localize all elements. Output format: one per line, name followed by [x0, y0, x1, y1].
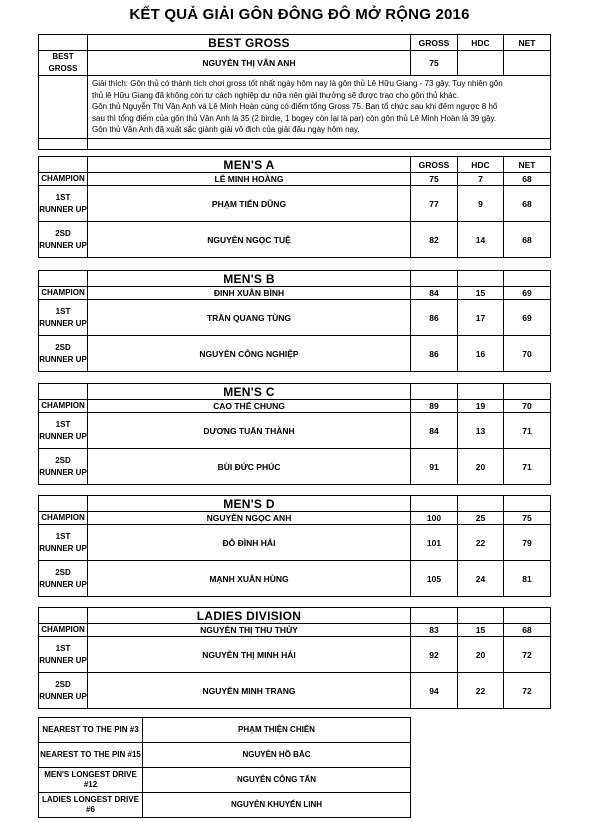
gross-value: 75	[411, 173, 458, 186]
player-name: MẠNH XUÂN HÙNG	[88, 561, 411, 597]
note-line: Giải thích: Gôn thủ có thành tích chơi gross tốt nhất ngày hôm nay là gôn thủ Lê Hữu Giang - 73 gậy. Tuy nhiên gôn	[92, 79, 503, 88]
player-name: NGUYỄN NGỌC TUỆ	[88, 222, 411, 258]
award-label: NEAREST TO THE PIN #3	[39, 718, 143, 743]
gross-value: 86	[411, 336, 458, 372]
row-label: 2SD RUNNER UP	[39, 336, 88, 372]
division-table	[38, 607, 551, 709]
player-name: LÊ MINH HOÀNG	[88, 173, 411, 186]
gross-value: 82	[411, 222, 458, 258]
row-label: CHAMPION	[39, 624, 88, 637]
division-table	[38, 383, 551, 485]
player-name: ĐINH XUÂN BÌNH	[88, 287, 411, 300]
hdc-value: 24	[458, 561, 504, 597]
division-title: MEN'S C	[88, 384, 411, 400]
col-hdc: HDC	[458, 157, 504, 173]
player-name: NGUYỄN MINH TRANG	[88, 673, 411, 709]
award-label: LADIES LONGEST DRIVE #6	[39, 793, 143, 818]
gross-value: 94	[411, 673, 458, 709]
best-gross-table	[38, 34, 551, 150]
note-line: Gôn thủ Nguyễn Thị Vân Anh và Lê Minh Hoàn cùng có điểm tổng Gross 75. Ban tổ chức sau khi đếm ngược 8 hố	[92, 102, 498, 112]
division-table	[38, 270, 551, 372]
hdc-value: 22	[458, 673, 504, 709]
row-label: CHAMPION	[39, 512, 88, 525]
note-line: thủ lê Hữu Giang đã không còn tư cách nghiệp dư nữa nên giải thưởng sẽ được trao cho gôn thủ khác.	[92, 90, 459, 100]
division-title: MEN'S B	[88, 271, 411, 287]
player-name: NGUYỄN CÔNG NGHIỆP	[88, 336, 411, 372]
award-winner: NGUYỄN HỒ BẮC	[143, 743, 411, 768]
division-table	[38, 495, 551, 597]
net-value: 69	[504, 300, 551, 336]
col-net: NET	[504, 157, 551, 173]
gross-value: 101	[411, 525, 458, 561]
col-gross: GROSS	[411, 157, 458, 173]
row-label: 1ST RUNNER UP	[39, 300, 88, 336]
hdc-value: 20	[458, 449, 504, 485]
player-name: PHẠM TIẾN DŨNG	[88, 186, 411, 222]
page-title: KẾT QUẢ GIẢI GÔN ĐÔNG ĐÔ MỞ RỘNG 2016	[129, 6, 470, 23]
row-label: 1ST RUNNER UP	[39, 637, 88, 673]
net-value: 68	[504, 624, 551, 637]
row-label: 2SD RUNNER UP	[39, 561, 88, 597]
net-value: 70	[504, 400, 551, 413]
net-value: 68	[504, 173, 551, 186]
award-winner: NGUYỄN KHUYẾN LINH	[143, 793, 411, 818]
col-net: NET	[504, 35, 551, 51]
row-label: BEST GROSS	[39, 51, 88, 76]
explanation-note	[88, 76, 551, 139]
player-name: CAO THẾ CHUNG	[88, 400, 411, 413]
player-name: NGUYỄN THỊ VÂN ANH	[88, 51, 411, 76]
net-value: 68	[504, 222, 551, 258]
division-table	[38, 156, 551, 258]
net-value: 72	[504, 637, 551, 673]
gross-value: 91	[411, 449, 458, 485]
gross-value: 92	[411, 637, 458, 673]
gross-value: 86	[411, 300, 458, 336]
row-label: 2SD RUNNER UP	[39, 673, 88, 709]
division-title: LADIES DIVISION	[88, 608, 411, 624]
net-value: 72	[504, 673, 551, 709]
row-label: CHAMPION	[39, 400, 88, 413]
player-name: BÙI ĐỨC PHÚC	[88, 449, 411, 485]
gross-value: 100	[411, 512, 458, 525]
hdc-value: 16	[458, 336, 504, 372]
net-value: 75	[504, 512, 551, 525]
gross-value: 84	[411, 287, 458, 300]
award-winner: NGUYỄN CÔNG TẤN	[143, 768, 411, 793]
net-value: 71	[504, 413, 551, 449]
division-title: MEN'S D	[88, 496, 411, 512]
gross-value: 75	[411, 51, 458, 76]
col-hdc: HDC	[458, 35, 504, 51]
player-name: DƯƠNG TUẤN THÀNH	[88, 413, 411, 449]
special-awards-table	[38, 717, 411, 818]
hdc-value: 25	[458, 512, 504, 525]
award-label: NEAREST TO THE PIN #15	[39, 743, 143, 768]
row-label: 1ST RUNNER UP	[39, 186, 88, 222]
hdc-value: 22	[458, 525, 504, 561]
gross-value: 83	[411, 624, 458, 637]
hdc-value: 7	[458, 173, 504, 186]
hdc-value: 9	[458, 186, 504, 222]
gross-value: 77	[411, 186, 458, 222]
section-title: BEST GROSS	[88, 35, 411, 51]
net-value: 79	[504, 525, 551, 561]
hdc-value: 20	[458, 637, 504, 673]
row-label: 1ST RUNNER UP	[39, 525, 88, 561]
note-line: sau thì tổng điểm của gôn thủ Vân Anh là 35 (2 birdie, 1 bogey còn lại là par) còn gôn thủ Lê Minh Hoàn là 39 gậy.	[92, 113, 497, 123]
player-name: ĐỖ ĐÌNH HẢI	[88, 525, 411, 561]
row-label: 2SD RUNNER UP	[39, 449, 88, 485]
gross-value: 89	[411, 400, 458, 413]
row-label: CHAMPION	[39, 173, 88, 186]
award-winner: PHẠM THIỆN CHIẾN	[143, 718, 411, 743]
hdc-value: 15	[458, 624, 504, 637]
net-value: 68	[504, 186, 551, 222]
row-label: CHAMPION	[39, 287, 88, 300]
player-name: NGUYỄN THỊ MINH HẢI	[88, 637, 411, 673]
gross-value: 105	[411, 561, 458, 597]
player-name: NGUYỄN NGỌC ANH	[88, 512, 411, 525]
hdc-value: 14	[458, 222, 504, 258]
net-value: 69	[504, 287, 551, 300]
net-value: 81	[504, 561, 551, 597]
net-value: 71	[504, 449, 551, 485]
hdc-value: 17	[458, 300, 504, 336]
division-title: MEN'S A	[88, 157, 411, 173]
hdc-value: 19	[458, 400, 504, 413]
col-gross: GROSS	[411, 35, 458, 51]
player-name: TRẦN QUANG TÙNG	[88, 300, 411, 336]
hdc-value: 15	[458, 287, 504, 300]
gross-value: 84	[411, 413, 458, 449]
row-label: 1ST RUNNER UP	[39, 413, 88, 449]
net-value: 70	[504, 336, 551, 372]
player-name: NGUYỄN THỊ THU THỦY	[88, 624, 411, 637]
hdc-value: 13	[458, 413, 504, 449]
award-label: MEN'S LONGEST DRIVE #12	[39, 768, 143, 793]
row-label: 2SD RUNNER UP	[39, 222, 88, 258]
note-line: Gôn thủ Vân Anh đã xuất sắc giành giải vô địch của giải đấu ngày hôm nay.	[92, 125, 360, 135]
